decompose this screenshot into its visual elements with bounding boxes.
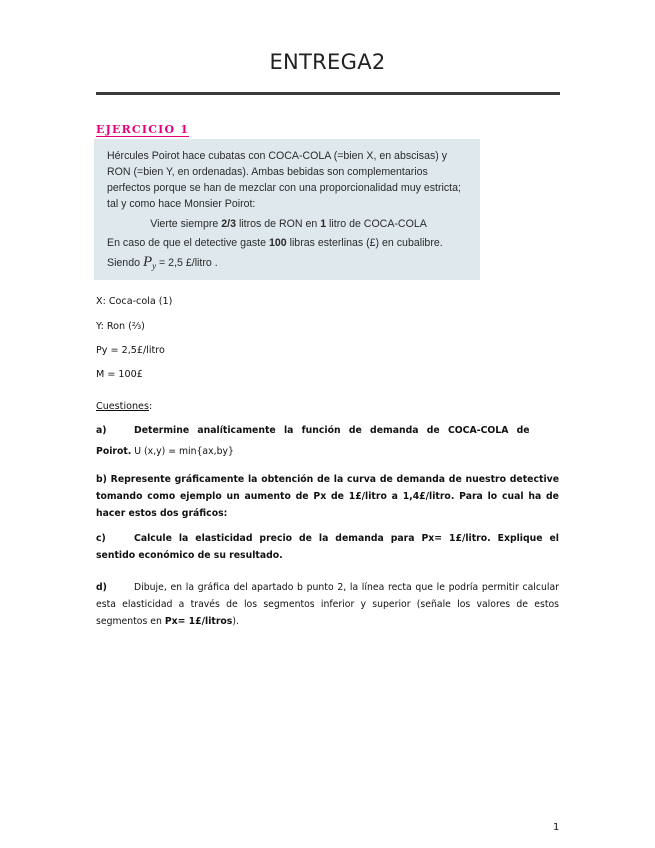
questions-heading: Cuestiones: — [96, 401, 153, 412]
given-py: Py = 2,5£/litro — [96, 345, 165, 356]
page-number: 1 — [553, 822, 560, 833]
exercise-heading: EJERCICIO 1 — [96, 123, 190, 136]
statement-budget: En caso de que el detective gaste 100 libras esterlinas (£) en cubalibre. — [107, 237, 443, 249]
given-y: Y: Ron (⅔) — [96, 321, 145, 332]
given-x: X: Coca-cola (1) — [96, 296, 173, 307]
title-divider — [96, 92, 560, 95]
question-c: c) Calcule la elasticidad precio de la demanda para Px= 1£/litro. Explique el sentido económico de su resultado. — [96, 533, 559, 561]
question-b: b) Represente gráficamente la obtención de la curva de demanda de nuestro detective tomando como ejemplo un aumento de Px de 1£/litro a 1,4£/litro. Para lo cual ha de hacer estos dos gráficos: — [96, 474, 559, 519]
statement-intro: Hércules Poirot hace cubatas con COCA-COLA (=bien X, en abscisas) y RON (=bien Y, en ordenadas). Ambas bebidas son complementarios perfectos porque se han de mezclar con una proporcionalidad muy estricta; tal y como hace Monsier Poirot: — [107, 150, 461, 210]
question-a: a) Determine analíticamente la función de demanda de COCA-COLA de Poirot. U (x,y) = min{ax,by} — [96, 425, 530, 457]
question-d: d) Dibuje, en la gráfica del apartado b punto 2, la línea recta que le podría permitir calcular esta elasticidad a través de los segmentos inferior y superior (señale los valores de estos segmentos en Px= 1£/litros). — [96, 582, 559, 627]
statement-rule: Vierte siempre 2/3 litros de RON en 1 litro de COCA-COLA — [150, 218, 427, 230]
page-title: ENTREGA2 — [269, 50, 386, 74]
given-m: M = 100£ — [96, 369, 143, 380]
exercise-statement-box — [94, 139, 480, 280]
statement-price: Siendo $P_y = 2,5$ £/litro . — [107, 254, 218, 271]
